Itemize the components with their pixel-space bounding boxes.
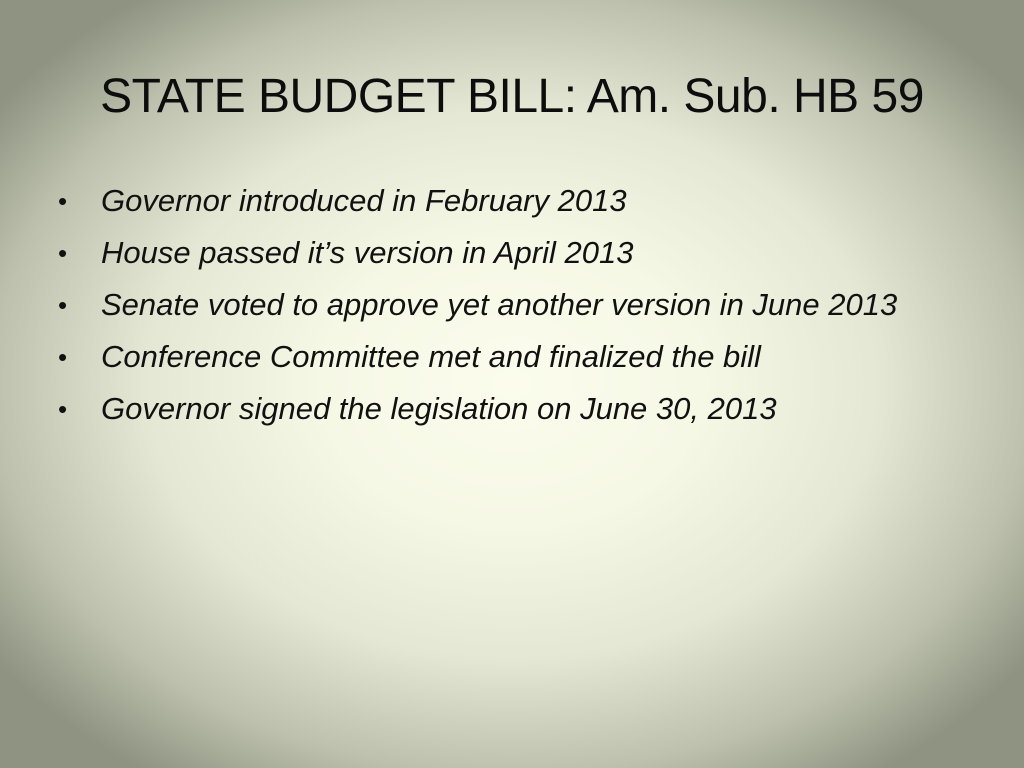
slide-title: STATE BUDGET BILL: Am. Sub. HB 59 (100, 70, 924, 123)
bullet-list (58, 180, 958, 440)
bullet-icon: • (58, 238, 68, 268)
bullet-text: Senate voted to approve yet another version in June 2013 (101, 287, 898, 322)
bullet-item (58, 284, 958, 326)
bullet-text: Governor signed the legislation on June 30, 2013 (101, 391, 777, 426)
bullet-text: House passed it’s version in April 2013 (101, 235, 634, 270)
bullet-item (58, 388, 958, 430)
bullet-icon: • (58, 342, 68, 372)
bullet-icon: • (58, 394, 68, 424)
bullet-item (58, 180, 958, 222)
bullet-item (58, 336, 958, 378)
bullet-text: Conference Committee met and finalized the bill (101, 339, 761, 374)
bullet-text: Governor introduced in February 2013 (101, 183, 627, 218)
bullet-icon: • (58, 186, 68, 216)
bullet-icon: • (58, 290, 68, 320)
bullet-item (58, 232, 958, 274)
